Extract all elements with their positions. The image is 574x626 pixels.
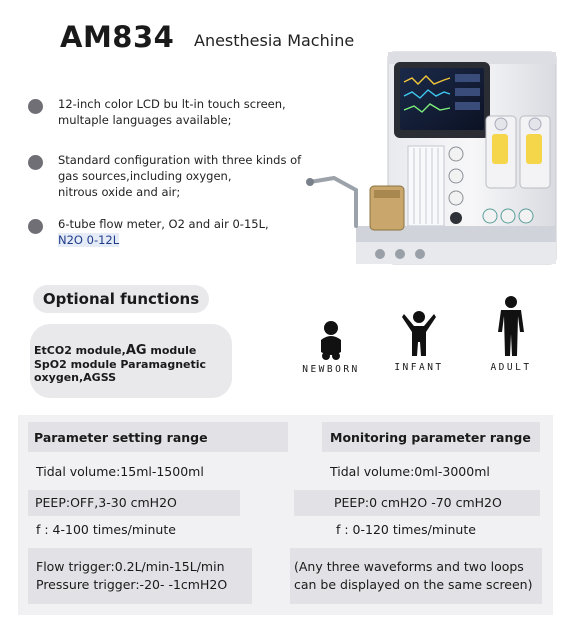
feature-line (58, 232, 269, 248)
feature-item (28, 152, 301, 200)
feature-line: Standard configuration with three kinds of (58, 153, 302, 167)
adult-icon (498, 296, 524, 358)
optional-line (34, 344, 232, 358)
flow-trigger: Flow trigger:0.2L/min-15L/min (36, 559, 225, 574)
pressure-trigger: Pressure trigger:-20- -1cmH2O (36, 577, 228, 592)
product-subtitle: Anesthesia Machine (194, 31, 355, 50)
optional-line: SpO2 module Paramagnetic (34, 357, 207, 371)
parameter-setting-header: Parameter setting range (28, 422, 288, 452)
monitor-frequency: f : 0-120 times/minute (336, 522, 476, 537)
patient-adult (480, 296, 542, 373)
optional-line: oxygen,AGSS (34, 371, 117, 384)
newborn-label: NEWBORN (302, 364, 360, 375)
waveform-note-line: (Any three waveforms and two loops (294, 559, 524, 574)
highlighted-text: N2O 0-12L (58, 233, 120, 247)
feature-line: gas sources,including oxygen, (58, 169, 232, 183)
infant-label: INFANT (394, 362, 444, 373)
product-title: AM834 (60, 20, 175, 54)
setting-tidal-volume: Tidal volume:15ml-1500ml (36, 464, 204, 479)
patient-newborn (300, 320, 362, 375)
monitoring-range-header: Monitoring parameter range (322, 422, 540, 452)
bullet-icon (28, 99, 43, 114)
optional-text: EtCO2 module, (34, 344, 126, 357)
monitor-tidal-volume: Tidal volume:0ml-3000ml (330, 464, 490, 479)
bullet-icon (28, 155, 43, 170)
patient-infant (388, 310, 450, 373)
setting-peep: PEEP:OFF,3-30 cmH2O (28, 490, 240, 516)
bullet-icon (28, 219, 43, 234)
adult-label: ADULT (490, 362, 532, 373)
feature-line: multaple languages available; (58, 113, 232, 127)
optional-text: AG (125, 343, 147, 358)
optional-functions-box (30, 324, 232, 398)
optional-text: module (146, 344, 197, 357)
optional-functions-heading: Optional functions (33, 285, 209, 313)
waveform-note-line: can be displayed on the same screen) (294, 577, 533, 592)
newborn-icon (318, 320, 344, 360)
waveform-note (290, 548, 542, 604)
monitor-peep: PEEP:0 cmH2O -70 cmH2O (294, 490, 540, 516)
infant-icon (402, 310, 436, 358)
setting-frequency: f : 4-100 times/minute (36, 522, 176, 537)
feature-line: nitrous oxide and air; (58, 185, 181, 199)
anesthesia-machine-image (300, 50, 562, 266)
feature-line: 6-tube flow meter, O2 and air 0-15L, (58, 217, 269, 231)
feature-line: 12-inch color LCD bu lt-in touch screen, (58, 97, 286, 111)
feature-item (28, 96, 286, 128)
trigger-settings (28, 548, 252, 604)
feature-item (28, 216, 269, 248)
